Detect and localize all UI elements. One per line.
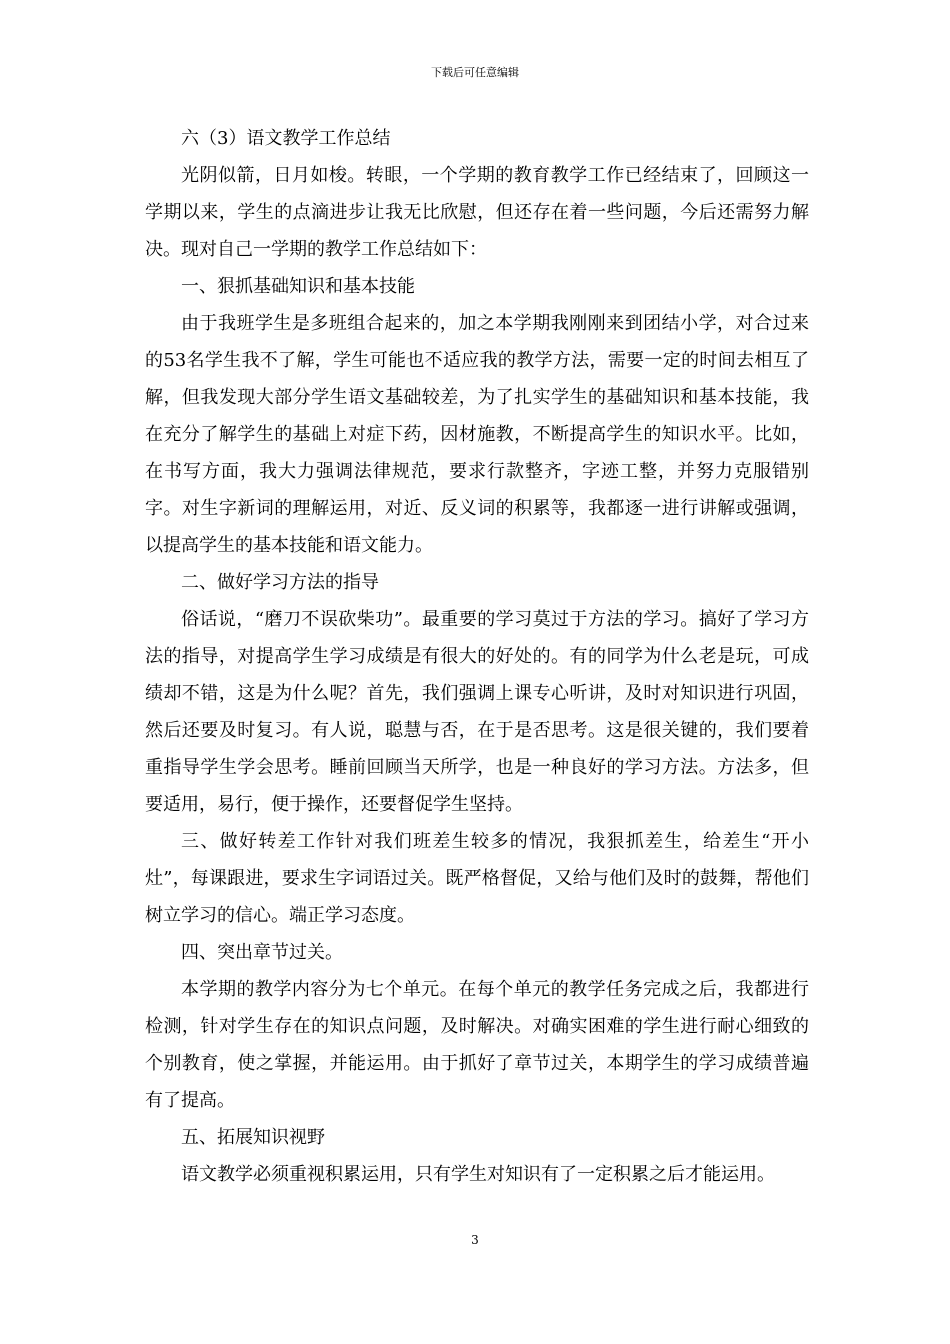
paragraph-section-2: 俗话说，“磨刀不误砍柴功”。最重要的学习莫过于方法的学习。搞好了学习方法的指导，对提高学生学习成绩是有很大的好处的。有的同学为什么老是玩，可成绩却不错，这是为什么呢？首先，我们强调上课专心听讲，及时对知识进行巩固，然后还要及时复习。有人说，聪慧与否，在于是否思考。这是很关键的，我们要着重指导学生学会思考。睡前回顾当天所学，也是一种良好的学习方法。方法多，但要适用，易行，便于操作，还要督促学生坚持。 [145,609,809,815]
section-heading-4: 四、突出章节过关。 [181,942,343,963]
paragraph-section-1: 由于我班学生是多班组合起来的，加之本学期我刚刚来到团结小学，对合过来的53名学生我不了解，学生可能也不适应我的教学方法，需要一定的时间去相互了解，但我发现大部分学生语文基础较差，为了扎实学生的基础知识和基本技能，我在充分了解学生的基础上对症下药，因材施教，不断提高学生的知识水平。比如，在书写方面，我大力强调法律规范，要求行款整齐，字迹工整，并努力克服错别字。对生字新词的理解运用，对近、反义词的积累等，我都逐一进行讲解或强调，以提高学生的基本技能和语文能力。 [145,313,809,556]
paragraph-section-4: 本学期的教学内容分为七个单元。在每个单元的教学任务完成之后，我都进行检测，针对学生存在的知识点问题，及时解决。对确实困难的学生进行耐心细致的个别教育，使之掌握，并能运用。由于抓好了章节过关，本期学生的学习成绩普遍有了提高。 [145,979,809,1111]
paragraph-section-3: 三、做好转差工作针对我们班差生较多的情况，我狠抓差生，给差生“开小灶”，每课跟进，要求生字词语过关。既严格督促，又给与他们及时的鼓舞，帮他们树立学习的信心。端正学习态度。 [145,831,809,926]
section-heading-5: 五、拓展知识视野 [181,1127,325,1148]
paragraph-intro: 光阴似箭，日月如梭。转眼，一个学期的教育教学工作已经结束了，回顾这一学期以来，学生的点滴进步让我无比欣慰，但还存在着一些问题，今后还需努力解决。现对自己一学期的教学工作总结如下： [145,165,809,260]
paragraph-section-5: 语文教学必须重视积累运用，只有学生对知识有了一定积累之后才能运用。 [181,1164,775,1185]
section-heading-2: 二、做好学习方法的指导 [181,572,379,593]
document-title: 六（3）语文教学工作总结 [181,128,391,149]
page-header: 下载后可任意编辑 [431,66,519,79]
page-number: 3 [471,1233,479,1247]
section-heading-1: 一、狠抓基础知识和基本技能 [181,276,415,297]
document-body [145,120,809,1193]
